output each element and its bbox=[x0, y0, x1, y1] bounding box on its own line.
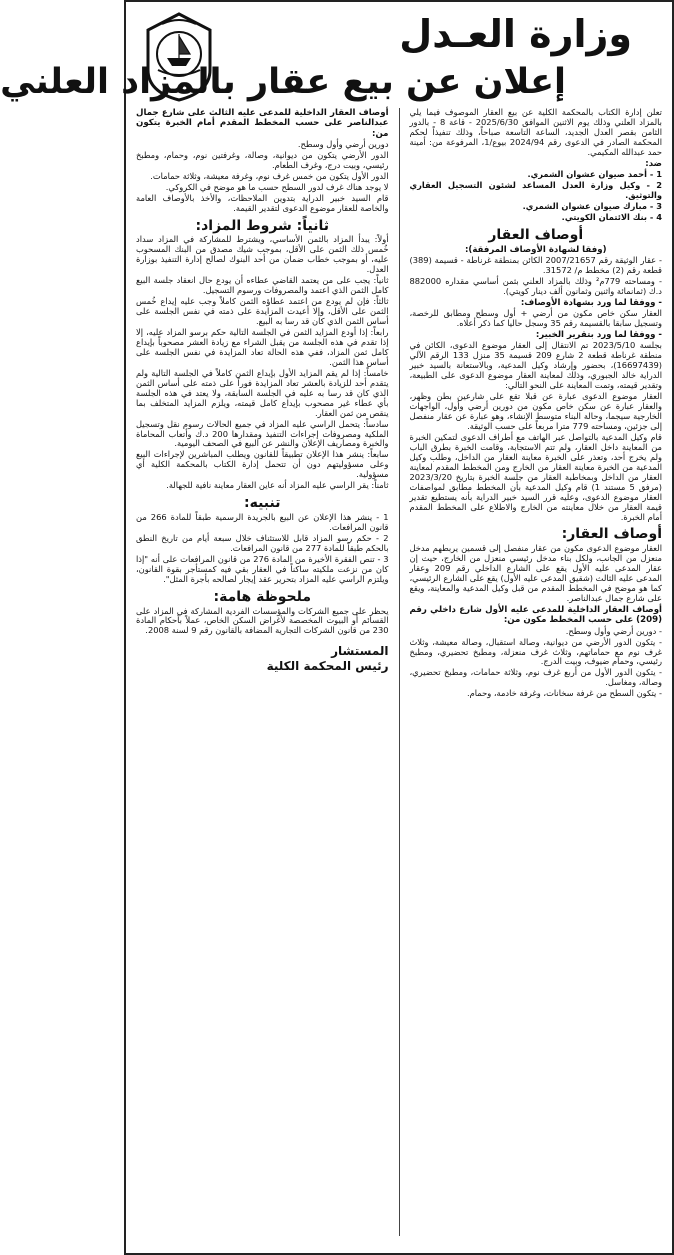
expert-paragraph: بجلسة 2023/5/10 تم الانتقال إلى العقار موضوع الدعوى، الكائن في منطقة غرناطة قطعة 2 شارع 209 قسيمة 35 منزل 133 الرقم الآلي (16697439)، بحضور وإرشاد وكيل المدعية، وبالاستعانة بالسيد خبير الدراية خالد الجبوري، وذلك لمعاينة العقار موضوع الدعوى على الطبيعة، وتقدير قيمته، وتمت المعاينة على النحو التالي: bbox=[409, 340, 662, 391]
third-defendant-item: الدور الأرضي يتكون من ديوانية، وصالة، وغرفتين نوم، وحمام، ومطبخ رئيسي، وبيت درج، وغرف الطعام. bbox=[136, 149, 389, 170]
condition-item: سادساً: يتحمل الراسي عليه المزاد في جميع الحالات رسوم نقل وتسجيل الملكية ومصروفات إجراءات التنفيذ ومقدارها 200 د.ك وأتعاب المحاماة والخبرة ومصاريف الإعلان والنشر عن البيع في الصحف اليومية. bbox=[136, 418, 389, 449]
conditions-title: ثانياً: شروط المزاد: bbox=[195, 217, 330, 234]
third-defendant-item: دورين أرضي وأول وسطح. bbox=[297, 138, 389, 149]
third-defendant-list bbox=[136, 140, 389, 214]
property-title: أوصاف العقار bbox=[488, 226, 584, 243]
announcement-title: إعلان عن بيع عقار بالمزاد العلني bbox=[0, 62, 566, 102]
description-item: - يتكون السطح من غرفة سخانات، وغرفة خادمة، وحمام. bbox=[466, 688, 662, 699]
signature-block bbox=[136, 644, 389, 673]
defendant-item: 1 - أحمد صيوان عشوان الشمري. bbox=[527, 169, 662, 180]
defendant-item: 4 - بنك الائتمان الكويتي. bbox=[561, 211, 662, 222]
condition-item: ثانياً: يجب على من يعتمد القاضي عطاءه أن يودع حال انعقاد جلسة البيع كامل الثمن الذي اعتمد والمصروفات ورسوم التسجيل. bbox=[136, 275, 389, 296]
notice-title: تنبيه: bbox=[244, 495, 281, 512]
condition-item: خامساً: إذا لم يقم المزايد الأول بإيداع الثمن كاملاً في الجلسة التالية ولم يتقدم أحد للزيادة بالعشر تعاد المزايدة فوراً على ذمته على أساس الثمن الذي كان قد رسا به عليه في الجلسة السابقة، ولا يعتد في هذه الجلسة بأي عطاء غير مصحوب بإيداع كامل قيمته، ويلزم المزايد المتخلف بما ينقص من ثمن العقار. bbox=[136, 367, 389, 418]
defendant-item: 2 - وكيل وزارة العدل المساعد لشئون التسجيل العقاري والتوثيق. bbox=[409, 180, 662, 200]
ministry-name: وزارة العـدل bbox=[399, 12, 632, 56]
columns bbox=[136, 108, 662, 1236]
defendants-list bbox=[409, 170, 662, 223]
intro-paragraph: تعلن إدارة الكتاب بالمحكمة الكلية عن بيع العقار الموصوف فيما يلي بالمزاد العلني وذلك يوم الاثنين الموافق 2025/6/30 - قاعة 8 - بالدور الثامن بقصر العدل الجديد، الساعة التاسعة صباحاً، وذلك تنفيذاً لحكم المحكمة الصادر في الدعوى رقم 2024/94 بيوع/1، المرفوعة من: أمينة حمد عبدالله المكيمي. bbox=[409, 107, 662, 157]
notice-item: 1 - ينشر هذا الإعلان عن البيع بالجريدة الرسمية طبقاً للمادة 266 من قانون المرافعات. bbox=[136, 512, 389, 532]
property-price: - ومساحته 779م² وذلك بالمزاد العلني بثمن أساسي مقداره 882000 د.ك (ثمانمائة واثنين وثمانون ألف دينار كويتي). bbox=[409, 275, 662, 296]
right-column bbox=[409, 108, 662, 1236]
third-defendant-item: الدور الأول يتكون من خمس غرف نوم، وغرفة معيشة، وثلاثة حمامات. bbox=[150, 170, 389, 181]
description-item: - دورين أرضي وأول وسطح. bbox=[565, 625, 662, 636]
notice-item: 3 - تنص الفقرة الأخيرة من المادة 276 من قانون المرافعات على أنه "إذا كان من نزعت ملكيته ساكناً في العقار بقي فيه كمستأجر بقوة القانون، ويلتزم الراسي عليه المزاد بتحرير عقد إيجار لصالحه بأجرة المثل". bbox=[136, 553, 389, 584]
left-column bbox=[136, 108, 389, 1236]
signature-role: رئيس المحكمة الكلية bbox=[266, 658, 389, 673]
condition-item: ثالثاً: فإن لم يودع من اعتمد عطاؤه الثمن كاملاً وجب عليه إيداع خُمس الثمن على الأقل، وإلا أعيدت المزايدة على ذمته في نفس الجلسة على أساس الثمن الذي كان قد رسا به البيع. bbox=[136, 296, 389, 327]
third-defendant-item: لا يوجد هناك غرف لدور السطح حسب ما هو موضح في الكروكي. bbox=[165, 181, 389, 192]
third-defendant-item: قام السيد خبير الدراية بتدوين الملاحظات، والأخذ بالأوصاف العامة والخاصة للعقار موضوع الدعوى لتقدير القيمة. bbox=[136, 192, 389, 213]
expert-paragraph: العقار موضوع الدعوى عبارة عن قبلا تقع على شارعين بطن وظهر، والعقار عبارة عن سكن خاص مكون من دورين أرضي وأول، الواجهات الخارجية سيجما، وحالة البناء متوسط الإنشاء، وهو عبارة عن عقار منفصل إلى جزئين، ومساحته 779 مترا مربعاً على حسب الوثيقة. bbox=[409, 391, 662, 431]
property-deed: - عقار الوثيقة رقم 2007/21657 الكائن بمنطقة غرناطة - قسيمة (389) قطعة رقم (2) مخطط م/ 31572. bbox=[409, 254, 662, 275]
condition-item: أولاً: يبدأ المزاد بالثمن الأساسي، ويشترط للمشاركة في المزاد سداد خُمس ذلك الثمن على الأقل، بموجب شيك مصدق من البنك المسحوب عليه، أو بموجب خطاب ضمان من أحد البنوك لصالح إدارة التنفيذ بوزارة العدل. bbox=[136, 234, 389, 275]
description-title: أوصاف العقار: bbox=[561, 526, 662, 543]
property-subtitle: (وفقا لشهادة الأوصاف المرفقة): bbox=[464, 244, 607, 255]
signature-title: المستشار bbox=[331, 644, 389, 659]
notice-item: 2 - حكم رسو المزاد قابل للاستئناف خلال سبعة أيام من تاريخ النطق بالحكم طبقاً للمادة 277 من قانون المرافعات. bbox=[136, 532, 389, 553]
header bbox=[0, 8, 662, 108]
cert-paragraph: العقار سكن خاص مكون من أرضي + أول وسطح ومطابق للرخصة، وتسجيل سابقا بالقسيمة رقم 35 وسجل حاليا كما ذكر أعلاه. bbox=[409, 308, 662, 329]
condition-item: سابعاً: ينشر هذا الإعلان تطبيقاً للقانون ويطلب المباشرين لإجراءات البيع وعلى مسؤوليتهم دون أن تتحمل إدارة الكتاب بالمحكمة الكلية أي مسؤولية. bbox=[136, 449, 389, 480]
description-item: - يتكون الدور الأرضي من ديوانية، وصالة استقبال، وصالة معيشة، وثلاث غرف نوم مع حماماتهم، وثلاث غرف منعزلة، ومطبخ تحضيري، ومطبخ رئيسي، وحمام ضيوف، وبيت الدرج. bbox=[409, 636, 662, 667]
expert-paragraph: قام وكيل المدعية بالتواصل عبر الهاتف مع أطراف الدعوى لتمكين الخبرة من المعاينة داخل العقار، ولم تتم الاستجابة، وقامت الخبرة بطرق الباب ولم يخرج أحد، وتعذر على الخبرة معاينة العقار من الداخل، وطلب وكيل المدعية من الخبرة معاينة العقار من الخارج ومن المخطط المقدم لمعاينة العقار من الداخل وبمخاطبة العقار من جلسة الخبرة بتاريخ 2023/3/20 (مرفق 5 مستند 1) قام وكيل المدعية بأن المخطط مطابق لمواصفات العقار موضوع الدعوى، وعليه قرر السيد خبير الدراية بأنه يستطيع تقدير قيمة العقار من خلال معاينته من الخارج والاطلاع على المخطط المقدم أمام الخبرة. bbox=[409, 431, 662, 522]
third-defendant-heading: أوصاف العقار الداخلية للمدعى عليه الثالث على شارع جمال عبدالناصر على حسب المخطط المقدم أمام الخبرة يتكون من: bbox=[136, 108, 389, 139]
cert-heading: - ووفقا لما ورد بشهادة الأوصاف: bbox=[520, 297, 662, 308]
description-list bbox=[409, 627, 662, 700]
against-label: ضد: bbox=[645, 158, 662, 169]
defendant-item: 3 - مبارك صيوان عشوان الشمري. bbox=[522, 200, 662, 211]
description-subheading: أوصاف العقار الداخلية للمدعى عليه الأول شارع داخلي رقم (209) على حسب المخطط مكون من: bbox=[409, 604, 662, 626]
important-paragraph: يحظر على جميع الشركات والمؤسسات الفردية المشاركة في المزاد على القسائم أو البيوت المخصصة لأغراض السكن الخاص، عملاً بأحكام المادة 230 من قانون الشركات التجارية المضافة بالقانون رقم 9 لسنة 2008. bbox=[136, 605, 389, 636]
column-divider bbox=[399, 108, 400, 1236]
important-title: ملحوظة هامة: bbox=[213, 588, 312, 605]
description-item: - يتكون الدور الأول من أربع غرف نوم، وثلاثة حمامات، ومطبخ تحضيري، وصالة، ومغاسل. bbox=[409, 667, 662, 688]
condition-item: رابعاً: إذا أودع المزايد الثمن في الجلسة التالية حكم برسو المزاد عليه، إلا إذا تقدم في هذه الجلسة من يقبل الشراء مع زيادة العشر مصحوباً بإيداع كامل ثمن المزاد، ففي هذه الحالة تعاد المزايدة في نفس الجلسة على أساس هذا الثمن. bbox=[136, 326, 389, 367]
expert-heading: - ووفقا لما ورد بتقرير الخبير: bbox=[535, 329, 662, 340]
description-paragraph: العقار موضوع الدعوى مكون من عقار منفصل إلى قسمين يربطهم مدخل منعزل من الجانب، ولكل بناء مدخل رئيسي منعزل من الخارج، حيث إن عقار المدعى عليه الأول يقع على الشارع الداخلي رقم 209 وعقار المدعى عليه الثالث (شقيق المدعى عليه الأول) يقع على الشارع الرئيسي، كما هو موضح في المخطط المقدم من قبل وكيل المدعية والمعاينة، ويقع على شارع جمال عبدالناصر. bbox=[409, 543, 663, 604]
condition-item: ثامناً: يقر الراسي عليه المزاد أنه عاين العقار معاينة نافية للجهالة. bbox=[166, 480, 389, 491]
